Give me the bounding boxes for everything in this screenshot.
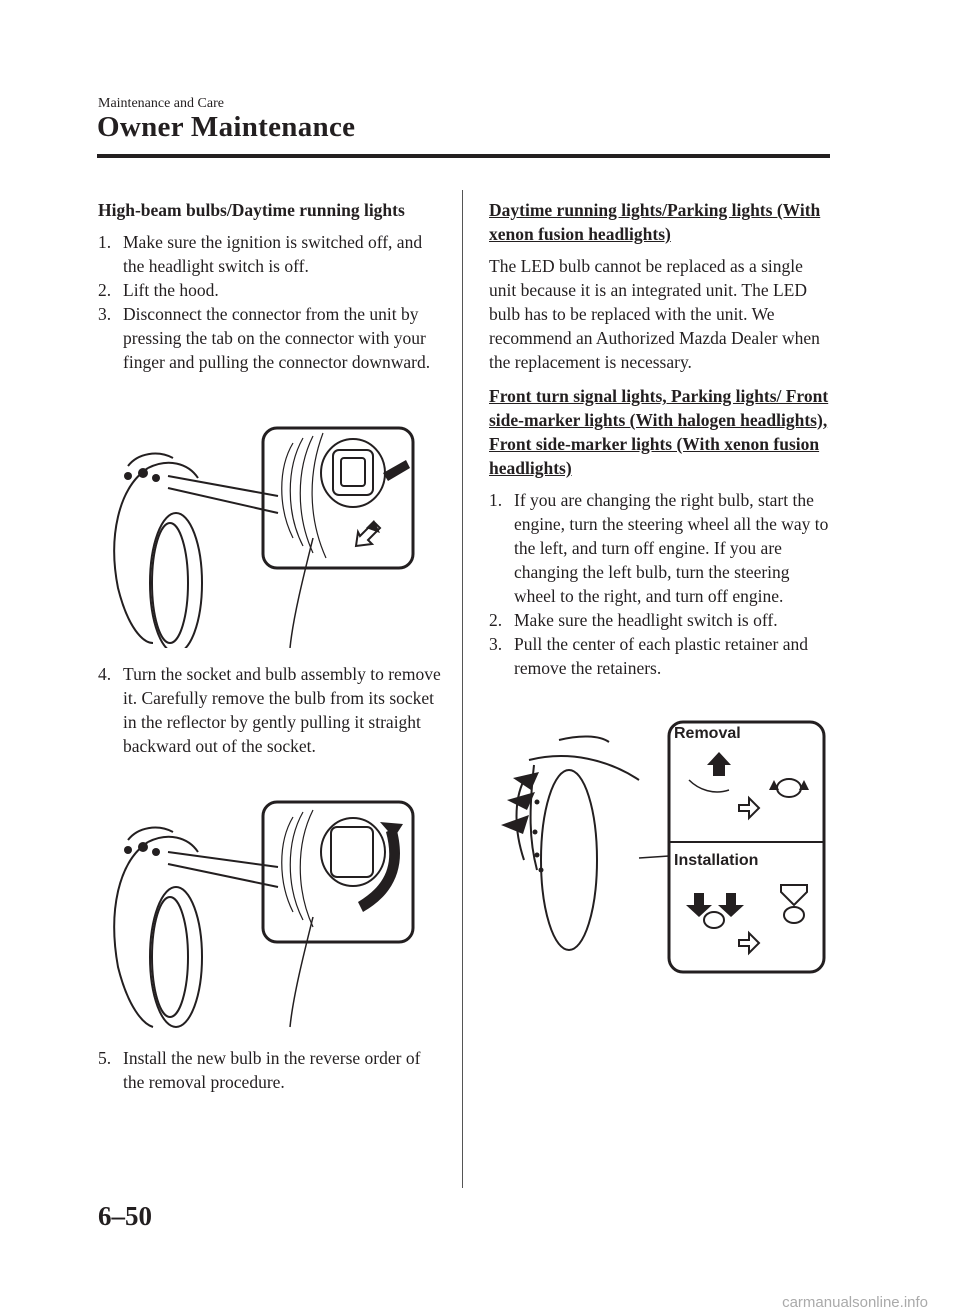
step-item bbox=[489, 632, 834, 680]
step-text: Pull the center of each plastic retainer and remove the retainers. bbox=[514, 634, 808, 678]
removal-label: Removal bbox=[674, 725, 741, 742]
step-number: 1. bbox=[98, 232, 112, 252]
step-number: 5. bbox=[98, 1048, 112, 1068]
left-steps bbox=[98, 230, 443, 374]
section-label: Maintenance and Care bbox=[98, 96, 224, 111]
right-column bbox=[489, 198, 834, 989]
step-text: Make sure the headlight switch is off. bbox=[514, 610, 778, 630]
watermark: carmanualsonline.info bbox=[782, 1294, 928, 1311]
step-text: Install the new bulb in the reverse order of the removal procedure. bbox=[123, 1048, 421, 1092]
step-text: Turn the socket and bulb assembly to remove it. Carefully remove the bulb from its socket in the reflector by gently pulling it straight backward out of the socket. bbox=[123, 664, 441, 756]
figure-retainer bbox=[489, 710, 834, 975]
left-column bbox=[98, 198, 443, 1094]
step-item bbox=[98, 302, 443, 374]
step-item bbox=[489, 488, 834, 608]
left-step-4 bbox=[98, 662, 443, 758]
step-number: 2. bbox=[489, 610, 503, 630]
led-paragraph: The LED bulb cannot be replaced as a single unit because it is an integrated unit. The LED bulb has to be replaced with the unit. We recommend an Authorized Mazda Dealer when the replacement is necessary. bbox=[489, 256, 820, 372]
left-heading: High-beam bulbs/Daytime running lights bbox=[98, 200, 405, 220]
step-item bbox=[489, 608, 834, 632]
figure-socket-turn bbox=[98, 772, 443, 1032]
installation-label: Installation bbox=[674, 852, 759, 869]
step-number: 4. bbox=[98, 664, 112, 684]
right-steps bbox=[489, 488, 834, 680]
left-step-5 bbox=[98, 1046, 443, 1094]
step-text: Disconnect the connector from the unit by pressing the tab on the connector with your finger and pulling the connector downward. bbox=[123, 304, 431, 372]
step-text: Make sure the ignition is switched off, and the headlight switch is off. bbox=[123, 232, 423, 276]
right-heading-drl: Daytime running lights/Parking lights (With xenon fusion headlights) bbox=[489, 200, 821, 244]
step-number: 3. bbox=[489, 634, 503, 654]
column-divider bbox=[462, 190, 463, 1188]
step-item bbox=[98, 662, 443, 758]
figure-connector-disconnect bbox=[98, 388, 443, 648]
right-heading-turn-signal: Front turn signal lights, Parking lights/ Front side-marker lights (With halogen headlights), Front side-marker lights (With xenon fusion headlights) bbox=[489, 386, 829, 478]
step-text: If you are changing the right bulb, start the engine, turn the steering wheel all the way to the left, and turn off engine. If you are changing the left bulb, turn the steering wheel to the right, and turn off engine. bbox=[514, 490, 829, 606]
step-number: 3. bbox=[98, 304, 112, 324]
page-title: Owner Maintenance bbox=[97, 111, 356, 143]
step-number: 1. bbox=[489, 490, 503, 510]
step-item bbox=[98, 1046, 443, 1094]
step-text: Lift the hood. bbox=[123, 280, 219, 300]
step-item bbox=[98, 230, 443, 278]
step-item bbox=[98, 278, 443, 302]
page-number: 6–50 bbox=[98, 1201, 152, 1231]
step-number: 2. bbox=[98, 280, 112, 300]
title-rule bbox=[97, 154, 830, 158]
